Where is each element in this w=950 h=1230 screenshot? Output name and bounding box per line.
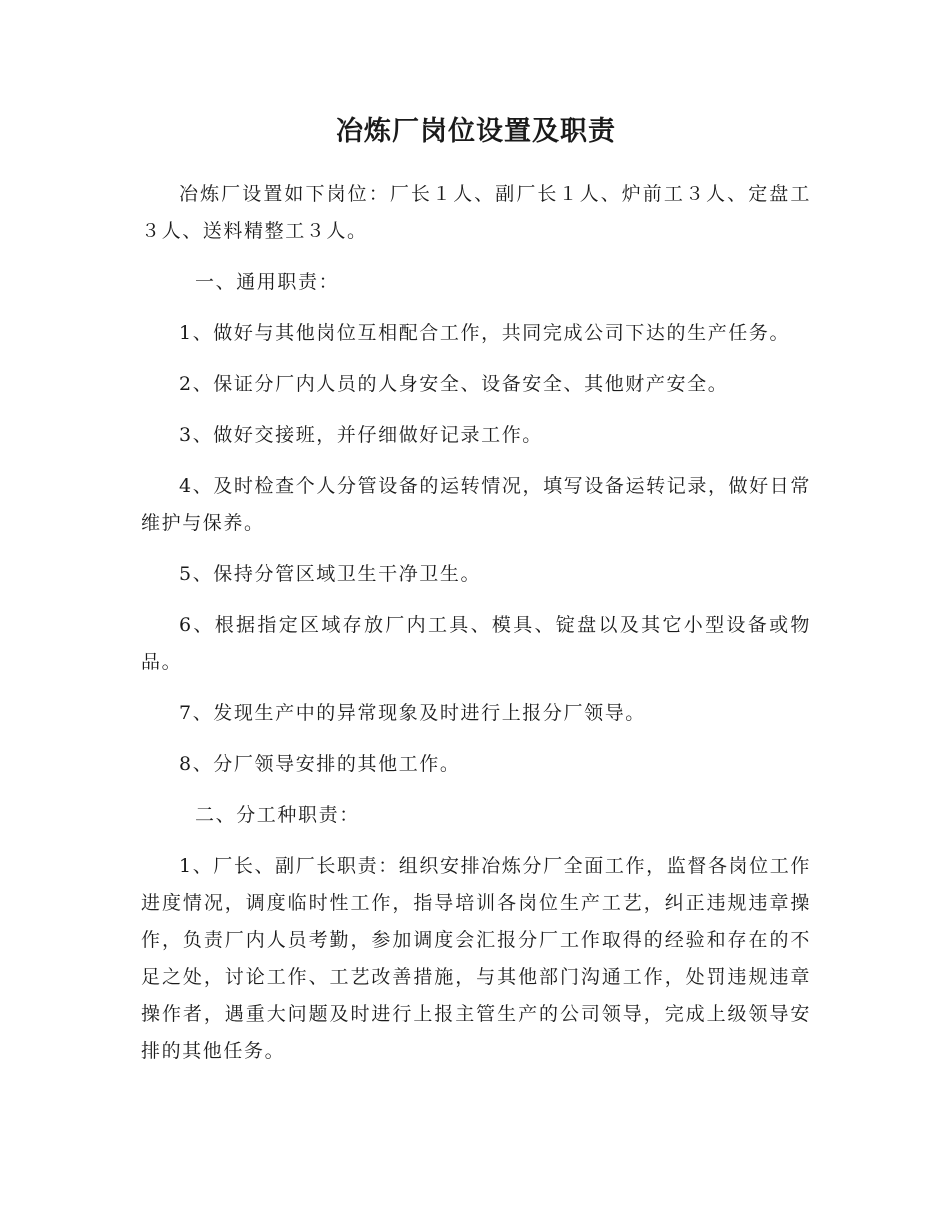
intro-paragraph: 冶炼厂设置如下岗位：厂长１人、副厂长１人、炉前工３人、定盘工３人、送料精整工３人。 — [141, 183, 811, 242]
general-duty-item: 8、分厂领导安排的其他工作。 — [179, 753, 461, 775]
general-duty-item: 5、保持分管区域卫生干净卫生。 — [179, 563, 482, 585]
general-duty-item: 3、做好交接班，并仔细做好记录工作。 — [179, 424, 543, 446]
general-duty-item: 2、保证分厂内人员的人身安全、设备安全、其他财产安全。 — [179, 373, 729, 395]
section-heading-specific: 二、分工种职责： — [195, 804, 360, 826]
document-page — [141, 112, 811, 1084]
general-duty-item: 4、及时检查个人分管设备的运转情况，填写设备运转记录，做好日常维护与保养。 — [141, 475, 811, 534]
general-duty-item: 1、做好与其他岗位互相配合工作，共同完成公司下达的生产任务。 — [179, 322, 791, 344]
general-duty-item: 6、根据指定区域存放厂内工具、模具、锭盘以及其它小型设备或物品。 — [141, 614, 811, 673]
specific-duty-item: 1、厂长、副厂长职责：组织安排冶炼分厂全面工作，监督各岗位工作进度情况，调度临时性工作，指导培训各岗位生产工艺，纠正违规违章操作，负责厂内人员考勤，参加调度会汇报分厂工作取得的经验和存在的不足之处，讨论工作、工艺改善措施，与其他部门沟通工作，处罚违规违章操作者，遇重大问题及时进行上报主管生产的公司领导，完成上级领导安排的其他任务。 — [141, 855, 811, 1062]
section-heading-general: 一、通用职责： — [195, 271, 340, 293]
document-title: 冶炼厂岗位设置及职责 — [336, 116, 616, 147]
general-duty-item: 7、发现生产中的异常现象及时进行上报分厂领导。 — [179, 702, 646, 724]
